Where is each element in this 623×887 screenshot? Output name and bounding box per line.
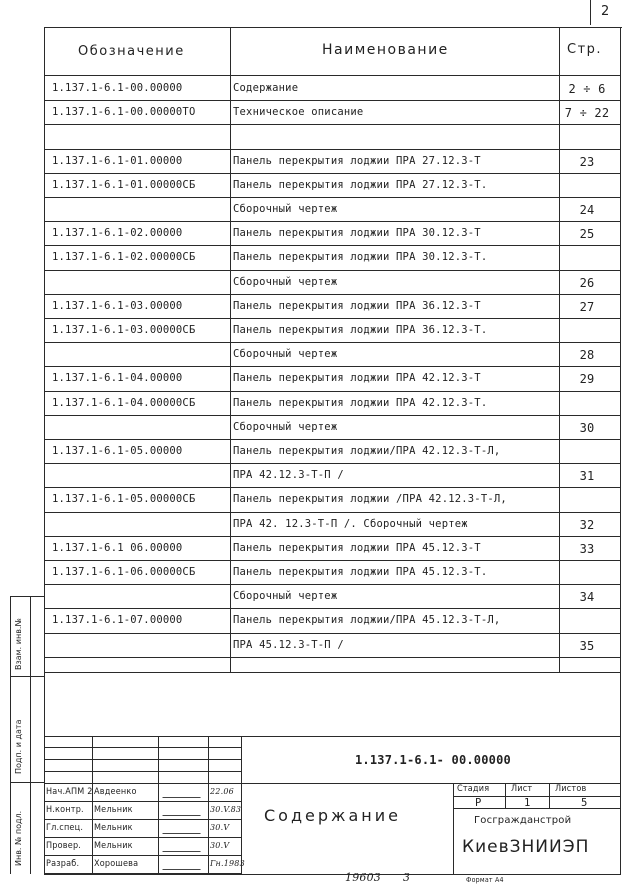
row-name: Сборочный чертеж [233, 348, 338, 360]
row-code: 1.137.1-6.1-00.00000ТО [52, 106, 196, 118]
row-divider [44, 608, 621, 609]
row-name: Панель перекрытия лоджии ПРА 36.12.3-Т [233, 300, 481, 312]
row-divider [44, 487, 621, 488]
staff-role: Нач.АПМ 2 [46, 787, 93, 797]
row-code: 1.137.1-6.1-03.00000СБ [52, 324, 196, 336]
staff-name: Мельник [94, 805, 133, 815]
row-code: 1.137.1-6.1-02.00000СБ [52, 251, 196, 263]
row-name: Содержание [233, 82, 299, 94]
row-code: 1.137.1-6.1-06.00000СБ [52, 566, 196, 578]
row-divider [44, 221, 621, 222]
row-name: Панель перекрытия лоджии /ПРА 42.12.3-Т-Л, [233, 493, 507, 505]
row-divider [44, 560, 621, 561]
row-name: Панель перекрытия лоджии/ПРА 42.12.3-Т-Л, [233, 445, 501, 457]
row-page: 32 [579, 518, 595, 532]
document-code: 1.137.1-6.1- 00.00000 [355, 753, 511, 767]
row-page: 31 [579, 469, 595, 483]
staff-name: Мельник [94, 823, 133, 833]
staff-role: Н.контр. [46, 805, 84, 815]
row-divider [44, 463, 621, 464]
staff-date: 30.V.83 [210, 805, 242, 814]
row-page: 30 [579, 421, 595, 435]
staff-date: 30.V [210, 823, 230, 832]
row-code: 1.137.1-6.1-07.00000 [52, 614, 183, 626]
row-page: 2 ÷ 6 [568, 82, 606, 96]
stage-label: Стадия [457, 784, 490, 794]
row-name: Панель перекрытия лоджии ПРА 27.12.3-Т. [233, 179, 488, 191]
row-divider [44, 439, 621, 440]
staff-divider [44, 873, 241, 874]
sheets-label: Листов [555, 784, 587, 794]
staff-date: 22.06 [210, 787, 234, 796]
row-name: ПРА 42. 12.3-Т-П /. Сборочный чертеж [233, 518, 468, 530]
row-code: 1.137.1-6.1-04.00000СБ [52, 397, 196, 409]
header-page: Стр. [567, 42, 603, 57]
row-page: 27 [579, 300, 595, 314]
side-label-inv-replace: Взам. инв.№ [14, 618, 23, 670]
org-bottom: КиевЗНИИЭП [462, 837, 590, 857]
header-designation: Обозначение [78, 44, 185, 59]
row-divider [44, 633, 621, 634]
row-divider [44, 657, 621, 658]
sheets-value: 5 [581, 797, 588, 809]
staff-date: 30.V [210, 841, 230, 850]
stage-value: Р [475, 797, 482, 809]
row-divider [44, 584, 621, 585]
signature [162, 807, 203, 816]
staff-role: Провер. [46, 841, 82, 851]
row-page: 23 [579, 155, 595, 169]
row-page: 33 [579, 542, 595, 556]
row-name: Сборочный чертеж [233, 203, 338, 215]
staff-divider [44, 837, 241, 838]
row-divider [44, 124, 621, 125]
row-code: 1.137.1-6.1-03.00000 [52, 300, 183, 312]
row-name: ПРА 42.12.3-Т-П / [233, 469, 344, 481]
staff-name: Авдеенко [94, 787, 137, 797]
staff-divider [44, 801, 241, 802]
sheet-value: 1 [524, 797, 531, 809]
footer-format: Формат А4 [466, 876, 504, 884]
row-name: Панель перекрытия лоджии ПРА 30.12.3-Т. [233, 251, 488, 263]
row-name: Панель перекрытия лоджии ПРА 27.12.3-Т [233, 155, 481, 167]
footer-sheet: 3 [403, 871, 411, 884]
row-code: 1.137.1-6.1-00.00000 [52, 82, 183, 94]
row-page: 24 [579, 203, 595, 217]
row-page: 29 [579, 372, 595, 386]
row-code: 1.137.1-6.1-01.00000 [52, 155, 183, 167]
row-name: Сборочный чертеж [233, 421, 338, 433]
row-name: Сборочный чертеж [233, 590, 338, 602]
signature [162, 789, 203, 798]
staff-role: Гл.спец. [46, 823, 84, 833]
staff-divider [44, 855, 241, 856]
row-divider [44, 100, 621, 101]
row-code: 1.137.1-6.1-05.00000СБ [52, 493, 196, 505]
row-name: Панель перекрытия лоджии/ПРА 45.12.3-Т-Л, [233, 614, 501, 626]
signature [162, 861, 203, 870]
row-divider [44, 536, 621, 537]
row-page: 26 [579, 276, 595, 290]
header-name: Наименование [322, 42, 449, 58]
org-top: Госгражданстрой [474, 815, 572, 826]
row-name: Панель перекрытия лоджии ПРА 30.12.3-Т [233, 227, 481, 239]
row-divider [44, 342, 621, 343]
row-name: Панель перекрытия лоджии ПРА 36.12.3-Т. [233, 324, 488, 336]
row-code: 1.137.1-6.1-05.00000 [52, 445, 183, 457]
row-code: 1.137.1-6.1 06.00000 [52, 542, 183, 554]
side-label-sign-date: Подп. и дата [14, 719, 23, 774]
row-name: Панель перекрытия лоджии ПРА 45.12.3-Т [233, 542, 481, 554]
signature [162, 825, 203, 834]
row-name: Панель перекрытия лоджии ПРА 42.12.3-Т [233, 372, 481, 384]
row-code: 1.137.1-6.1-02.00000 [52, 227, 183, 239]
sheet-label: Лист [511, 784, 533, 794]
row-divider [44, 366, 621, 367]
staff-name: Мельник [94, 841, 133, 851]
row-divider [44, 294, 621, 295]
staff-role: Разраб. [46, 859, 80, 869]
row-divider [44, 391, 621, 392]
row-page: 25 [579, 227, 595, 241]
row-code: 1.137.1-6.1-04.00000 [52, 372, 183, 384]
row-divider [44, 270, 621, 271]
row-name: Сборочный чертеж [233, 276, 338, 288]
document-title: Содержание [264, 806, 401, 825]
row-divider [44, 173, 621, 174]
row-name: Техническое описание [233, 106, 364, 118]
row-divider [44, 415, 621, 416]
row-name: Панель перекрытия лоджии ПРА 45.12.3-Т. [233, 566, 488, 578]
row-page: 28 [579, 348, 595, 362]
row-page: 34 [579, 590, 595, 604]
row-code: 1.137.1-6.1-01.00000СБ [52, 179, 196, 191]
row-page: 35 [579, 639, 595, 653]
row-name: ПРА 45.12.3-Т-П / [233, 639, 344, 651]
row-divider [44, 512, 621, 513]
staff-name: Хорошева [94, 859, 139, 869]
row-name: Панель перекрытия лоджии ПРА 42.12.3-Т. [233, 397, 488, 409]
row-divider [44, 149, 621, 150]
staff-date: Гн.1983 [210, 859, 245, 868]
row-divider [44, 245, 621, 246]
footer-number: 19603 [345, 871, 381, 884]
row-divider [44, 318, 621, 319]
side-label-inv-orig: Инв. № подл. [14, 810, 23, 866]
sheet-number: 2 [601, 4, 611, 19]
row-divider [44, 197, 621, 198]
row-page: 7 ÷ 22 [564, 106, 610, 120]
signature [162, 843, 203, 852]
staff-divider [44, 819, 241, 820]
